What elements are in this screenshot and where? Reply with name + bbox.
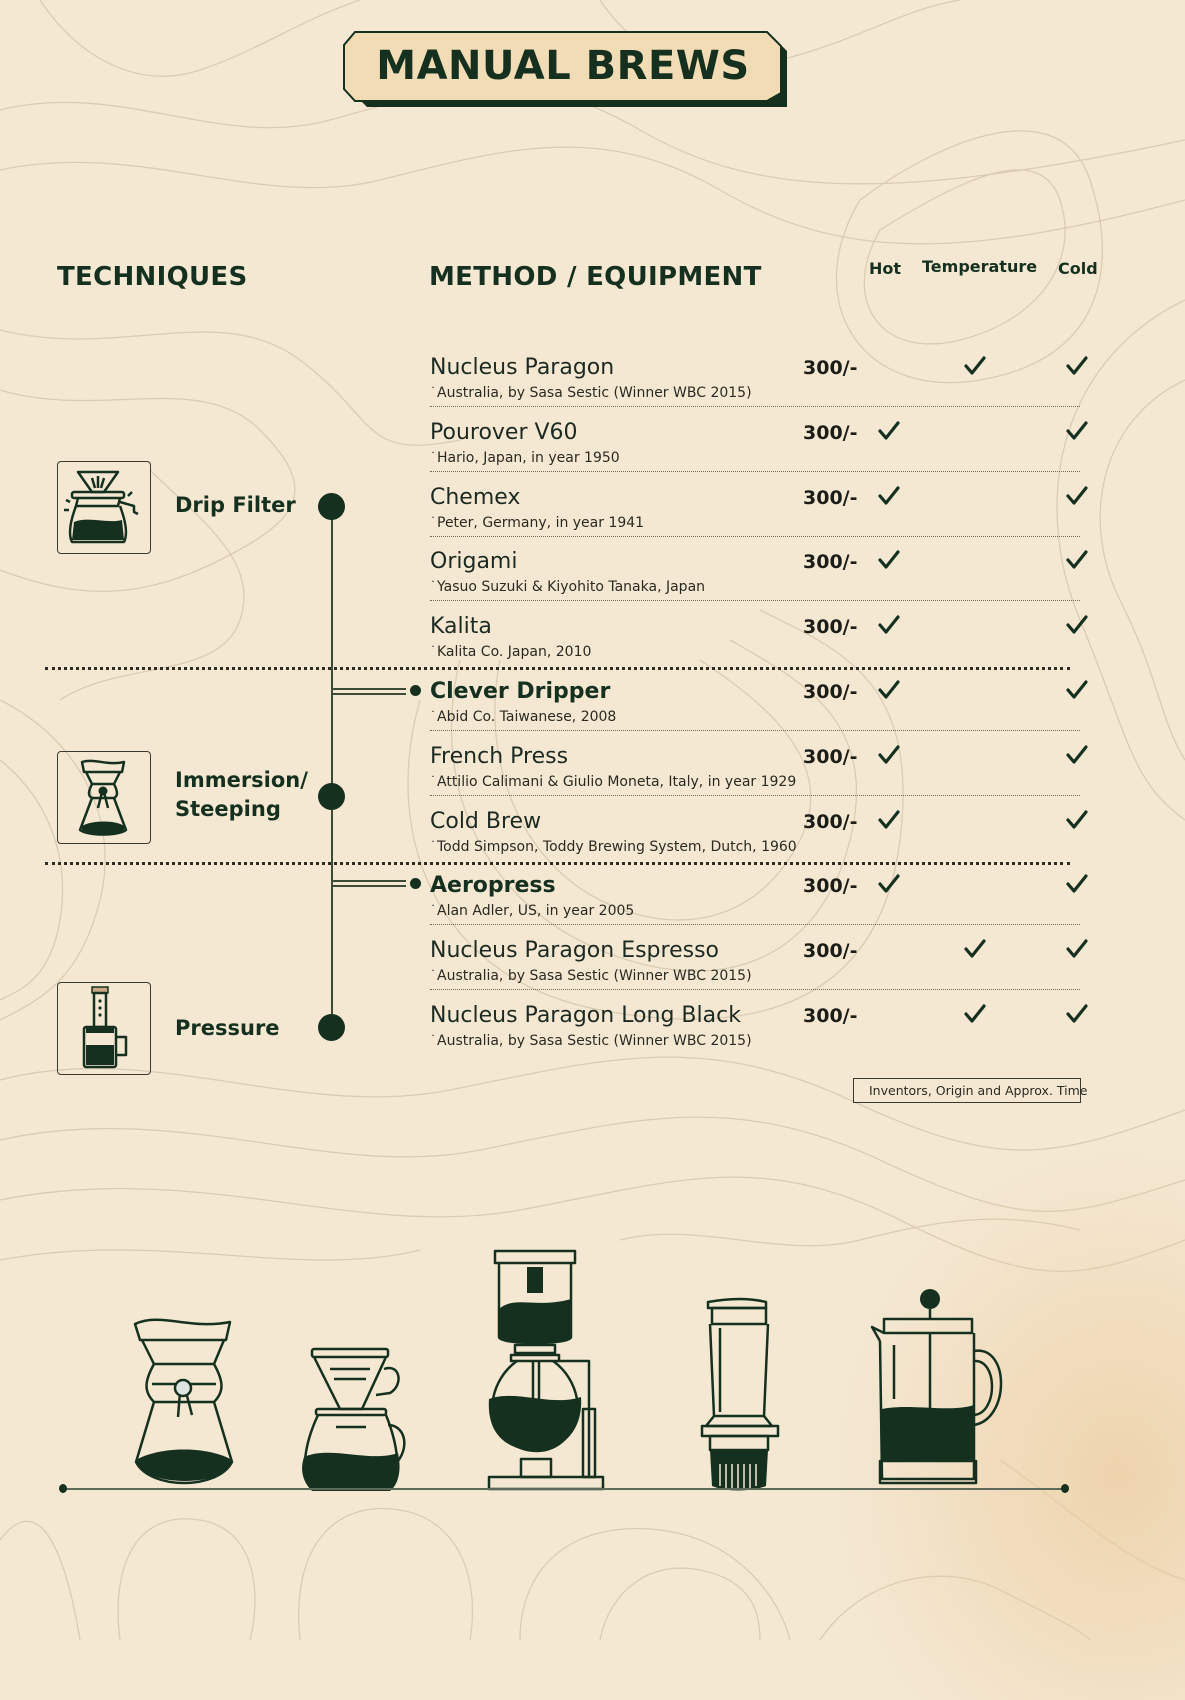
temperature-check-icon bbox=[964, 1003, 986, 1025]
menu-item-row bbox=[430, 1003, 1080, 1067]
menu-item-row bbox=[430, 420, 1080, 484]
timeline-dot-drip-filter bbox=[318, 493, 345, 520]
item-name: Clever Dripper bbox=[430, 679, 611, 704]
technique-label-immersion-line2: Steeping bbox=[175, 797, 281, 821]
item-origin: ˙ Yasuo Suzuki & Kiyohito Tanaka, Japan bbox=[430, 579, 705, 595]
cold-check-icon bbox=[1066, 938, 1088, 960]
legend-note bbox=[853, 1078, 1088, 1103]
hot-check-icon bbox=[878, 679, 900, 701]
item-name: Nucleus Paragon Long Black bbox=[430, 1003, 741, 1028]
hot-check-icon bbox=[878, 809, 900, 831]
cold-check-icon bbox=[1066, 679, 1088, 701]
branch-connector-clever-dripper-2 bbox=[332, 693, 406, 695]
row-divider bbox=[430, 406, 1080, 407]
temperature-check-icon bbox=[964, 938, 986, 960]
item-origin: ˙ Peter, Germany, in year 1941 bbox=[430, 515, 644, 531]
item-price: 300/- bbox=[803, 875, 858, 897]
item-origin: ˙ Australia, by Sasa Sestic (Winner WBC 2015) bbox=[430, 1033, 752, 1049]
row-divider bbox=[430, 989, 1080, 990]
chemex-illustration-icon bbox=[130, 1312, 240, 1492]
item-name: Aeropress bbox=[430, 873, 556, 898]
item-origin: ˙ Hario, Japan, in year 1950 bbox=[430, 450, 620, 466]
drip-filter-pourover-icon bbox=[58, 462, 150, 552]
drip-filter-technique-icon-box bbox=[57, 461, 151, 554]
technique-label-immersion-line1: Immersion/ bbox=[175, 768, 308, 792]
timeline-dot-immersion bbox=[318, 783, 345, 810]
timeline-dot-pressure bbox=[318, 1014, 345, 1041]
item-name: Nucleus Paragon Espresso bbox=[430, 938, 719, 963]
cold-header: Cold bbox=[1058, 259, 1098, 278]
cold-check-icon bbox=[1066, 485, 1088, 507]
immersion-technique-icon-box bbox=[57, 751, 151, 844]
item-price: 300/- bbox=[803, 746, 858, 768]
row-divider bbox=[430, 600, 1080, 601]
item-price: 300/- bbox=[803, 1005, 858, 1027]
hot-header: Hot bbox=[869, 259, 902, 278]
temperature-header: Temperature bbox=[922, 257, 1038, 276]
item-origin: ˙ Attilio Calimani & Giulio Moneta, Italy, in year 1929 bbox=[430, 774, 796, 790]
item-price: 300/- bbox=[803, 551, 858, 573]
aeropress-icon bbox=[58, 983, 150, 1073]
hot-check-icon bbox=[878, 420, 900, 442]
hot-check-icon bbox=[878, 549, 900, 571]
hot-check-icon bbox=[878, 485, 900, 507]
cold-check-icon bbox=[1066, 614, 1088, 636]
branch-dot-aeropress bbox=[410, 878, 421, 889]
equipment-shelf-line bbox=[62, 1488, 1065, 1490]
cold-check-icon bbox=[1066, 873, 1088, 895]
cold-check-icon bbox=[1066, 420, 1088, 442]
menu-item-row bbox=[430, 873, 1080, 937]
row-divider bbox=[430, 471, 1080, 472]
item-price: 300/- bbox=[803, 616, 858, 638]
item-name: Pourover V60 bbox=[430, 420, 578, 445]
item-name: Cold Brew bbox=[430, 809, 542, 834]
row-divider bbox=[430, 795, 1080, 796]
shelf-end-dot-left bbox=[59, 1484, 67, 1493]
cold-check-icon bbox=[1066, 1003, 1088, 1025]
v60-pourover-illustration-icon bbox=[300, 1345, 415, 1493]
cold-check-icon bbox=[1066, 744, 1088, 766]
branch-connector-clever-dripper bbox=[332, 688, 406, 690]
menu-item-row bbox=[430, 355, 1080, 419]
pressure-technique-icon-box bbox=[57, 982, 151, 1075]
row-divider bbox=[430, 730, 1080, 731]
item-origin: ˙ Abid Co. Taiwanese, 2008 bbox=[430, 709, 616, 725]
hot-check-icon bbox=[878, 744, 900, 766]
technique-label-drip-filter: Drip Filter bbox=[175, 493, 296, 517]
shelf-end-dot-right bbox=[1061, 1484, 1069, 1493]
timeline-line bbox=[331, 507, 333, 1028]
row-divider bbox=[430, 536, 1080, 537]
item-origin: ˙ Alan Adler, US, in year 2005 bbox=[430, 903, 634, 919]
item-price: 300/- bbox=[803, 940, 858, 962]
item-origin: ˙ Todd Simpson, Toddy Brewing System, Dutch, 1960 bbox=[430, 839, 797, 855]
item-price: 300/- bbox=[803, 422, 858, 444]
branch-connector-aeropress bbox=[332, 880, 406, 882]
technique-label-immersion bbox=[175, 766, 308, 824]
hot-check-icon bbox=[878, 614, 900, 636]
menu-item-row bbox=[430, 679, 1080, 743]
branch-dot-clever-dripper bbox=[410, 685, 421, 696]
cold-check-icon bbox=[1066, 549, 1088, 571]
item-name: Nucleus Paragon bbox=[430, 355, 615, 380]
row-divider bbox=[430, 924, 1080, 925]
techniques-header: TECHNIQUES bbox=[57, 262, 248, 292]
item-price: 300/- bbox=[803, 681, 858, 703]
branch-connector-aeropress-2 bbox=[332, 885, 406, 887]
technique-label-pressure: Pressure bbox=[175, 1016, 280, 1040]
menu-item-row bbox=[430, 744, 1080, 808]
menu-item-row bbox=[430, 485, 1080, 549]
method-equipment-header: METHOD / EQUIPMENT bbox=[429, 262, 762, 292]
legend-note-text: Inventors, Origin and Approx. Time bbox=[869, 1083, 1088, 1098]
menu-item-row bbox=[430, 549, 1080, 613]
cold-check-icon bbox=[1066, 809, 1088, 831]
item-origin: ˙ Kalita Co. Japan, 2010 bbox=[430, 644, 591, 660]
page-title: MANUAL BREWS bbox=[376, 43, 750, 89]
item-name: Origami bbox=[430, 549, 518, 574]
chemex-icon bbox=[58, 752, 150, 842]
item-price: 300/- bbox=[803, 487, 858, 509]
siphon-brewer-illustration-icon bbox=[485, 1249, 615, 1493]
menu-item-row bbox=[430, 614, 1080, 678]
title-banner bbox=[343, 31, 783, 101]
item-origin: ˙ Australia, by Sasa Sestic (Winner WBC 2015) bbox=[430, 385, 752, 401]
item-price: 300/- bbox=[803, 357, 858, 379]
item-origin: ˙ Australia, by Sasa Sestic (Winner WBC 2015) bbox=[430, 968, 752, 984]
item-price: 300/- bbox=[803, 811, 858, 833]
french-press-illustration-icon bbox=[870, 1289, 1010, 1491]
item-name: French Press bbox=[430, 744, 569, 769]
temperature-check-icon bbox=[964, 355, 986, 377]
cold-check-icon bbox=[1066, 355, 1088, 377]
aeropress-illustration-icon bbox=[700, 1296, 780, 1491]
hot-check-icon bbox=[878, 873, 900, 895]
item-name: Kalita bbox=[430, 614, 492, 639]
menu-item-row bbox=[430, 938, 1080, 1002]
menu-item-row bbox=[430, 809, 1080, 873]
item-name: Chemex bbox=[430, 485, 521, 510]
